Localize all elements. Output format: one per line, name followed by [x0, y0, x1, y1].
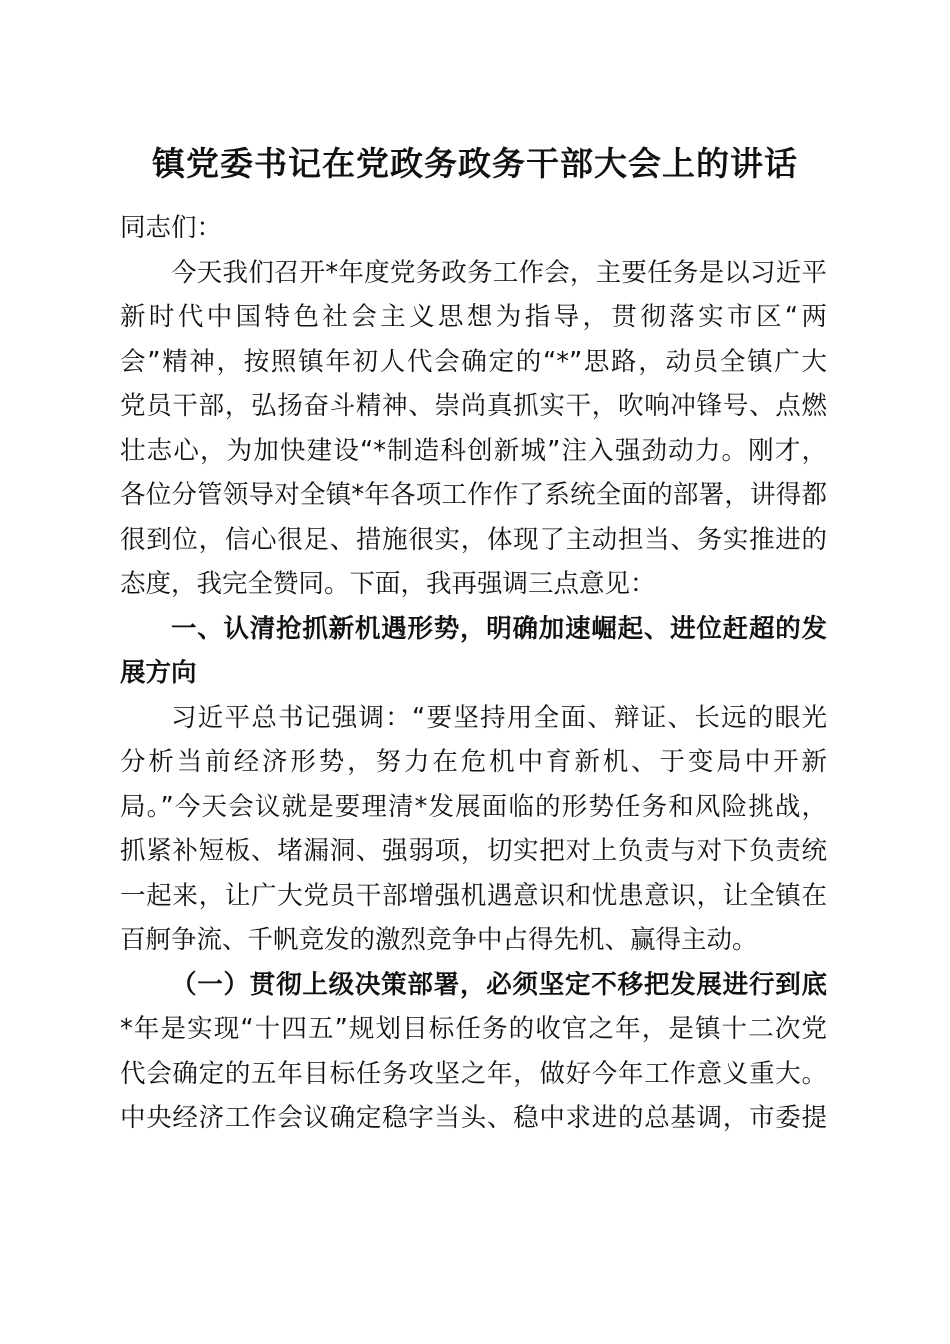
paragraph-line: *年是实现“十四五”规划目标任务的收官之年，是镇十二次党 [120, 1014, 827, 1044]
paragraph-line: 中央经济工作会议确定稳字当头、稳中求进的总基调，市委提 [120, 1103, 827, 1133]
section-heading-line: 一、认清抢抓新机遇形势，明确加速崛起、进位赶超的发 [171, 613, 827, 644]
section-heading-line: 展方向 [120, 658, 197, 688]
paragraph-line: 局。”今天会议就是要理清*发展面临的形势任务和风险挑战， [120, 791, 827, 822]
paragraph-line: 百舸争流、千帆竞发的激烈竞争中占得先机、赢得主动。 [120, 925, 758, 955]
intro-line: 各位分管领导对全镇*年各项工作作了系统全面的部署，讲得都 [120, 480, 827, 510]
paragraph-line: 代会确定的五年目标任务攻坚之年，做好今年工作意义重大。 [120, 1058, 827, 1089]
intro-line: 态度，我完全赞同。下面，我再强调三点意见： [120, 569, 656, 599]
paragraph-line: 分析当前经济形势，努力在危机中育新机、于变局中开新 [120, 747, 827, 777]
intro-line: 今天我们召开*年度党务政务工作会，主要任务是以习近平 [171, 257, 827, 288]
paragraph-line: 抓紧补短板、堵漏洞、强弱项，切实把对上负责与对下负责统 [120, 836, 827, 866]
document-body [120, 206, 827, 1141]
intro-line: 党员干部，弘扬奋斗精神、崇尚真抓实干，吹响冲锋号、点燃 [120, 391, 827, 421]
intro-line: 很到位，信心很足、措施很实，体现了主动担当、务实推进的 [120, 524, 827, 555]
paragraph-line: 一起来，让广大党员干部增强机遇意识和忧患意识，让全镇在 [120, 880, 827, 911]
intro-line: 新时代中国特色社会主义思想为指导，贯彻落实市区“两 [120, 302, 827, 332]
paragraph-line: 习近平总书记强调：“要坚持用全面、辩证、长远的眼光 [171, 702, 827, 733]
intro-line: 会”精神，按照镇年初人代会确定的“*”思路，动员全镇广大 [120, 346, 827, 377]
intro-line: 壮志心，为加快建设“*制造科创新城”注入强劲动力。刚才， [120, 435, 827, 466]
document-title: 镇党委书记在党政务政务干部大会上的讲话 [152, 144, 798, 183]
salutation: 同志们： [120, 213, 223, 243]
subsection-heading: （一）贯彻上级决策部署，必须坚定不移把发展进行到底 [171, 969, 827, 1000]
